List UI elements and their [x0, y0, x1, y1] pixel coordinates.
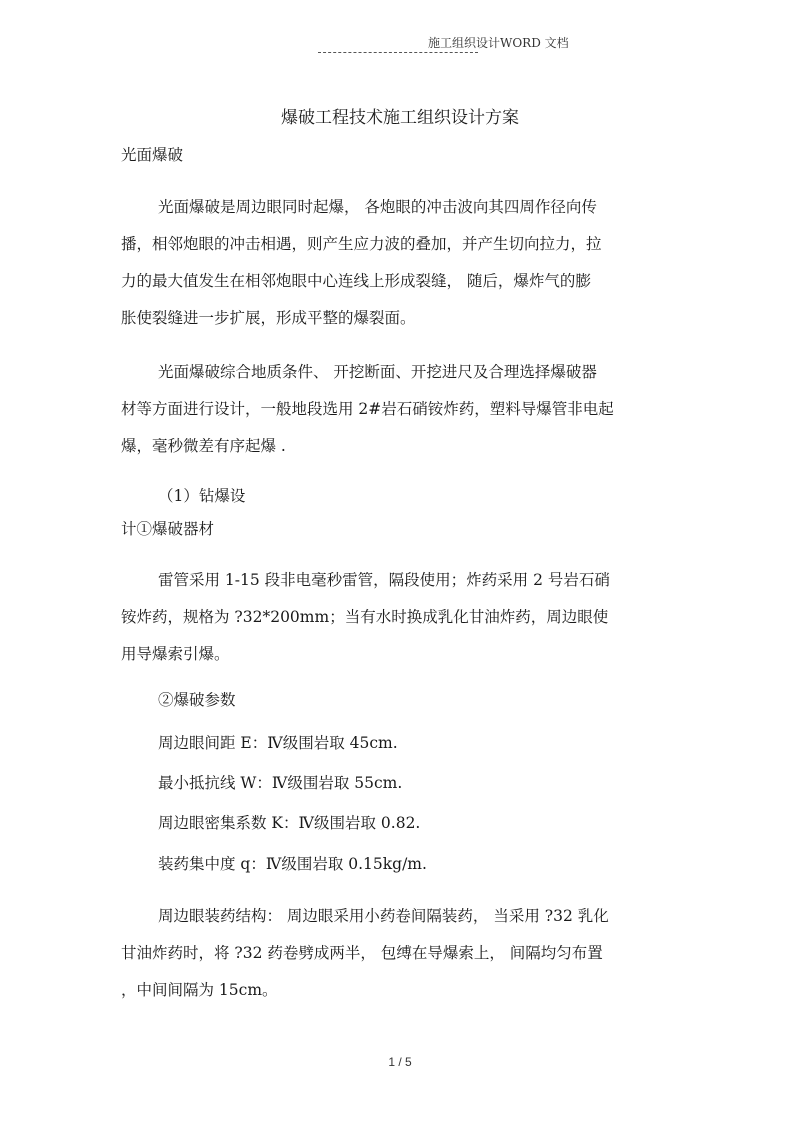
paragraph-1 [121, 189, 681, 337]
page-header: 施工组织设计WORD 文档 [428, 36, 569, 50]
paragraph-3-line: 铵炸药，规格为 ?32*200mm；当有水时换成乳化甘油炸药，周边眼使 [121, 608, 609, 626]
paragraph-2 [121, 354, 681, 465]
paragraph-4-line: ，中间间隔为 15cm。 [121, 981, 278, 999]
subheading-drilling-design: （1）钻爆设 [158, 487, 246, 505]
paragraph-4-line: 甘油炸药时，将 ?32 药卷劈成两半， 包缚在导爆索上， 间隔均匀布置 [121, 944, 603, 962]
document-title: 爆破工程技术施工组织设计方案 [281, 108, 519, 128]
paragraph-3-line: 用导爆索引爆。 [121, 645, 230, 663]
paragraph-4 [121, 898, 681, 1009]
paragraph-4-line: 周边眼装药结构： 周边眼采用小药卷间隔装药， 当采用 ?32 乳化 [158, 907, 609, 925]
section-heading: 光面爆破 [121, 146, 184, 164]
paragraph-1-line: 力的最大值发生在相邻炮眼中心连线上形成裂缝， 随后，爆炸气的膨 [121, 272, 591, 290]
paragraph-1-line: 光面爆破是周边眼同时起爆， 各炮眼的冲击波向其四周作径向传 [158, 198, 597, 216]
subheading-blasting-parameters: ②爆破参数 [158, 691, 236, 709]
parameter-line: 周边眼间距 E：Ⅳ级围岩取 45cm. [158, 734, 398, 752]
paragraph-2-line: 材等方面进行设计，一般地段选用 2#岩石硝铵炸药，塑料导爆管非电起 [121, 400, 614, 418]
paragraph-3-line: 雷管采用 1-15 段非电毫秒雷管，隔段使用；炸药采用 2 号岩石硝 [158, 571, 610, 589]
paragraph-2-line: 光面爆破综合地质条件、 开挖断面、开挖进尺及合理选择爆破器 [158, 363, 597, 381]
parameter-line: 最小抵抗线 W：Ⅳ级围岩取 55cm. [158, 774, 403, 792]
paragraph-3 [121, 562, 681, 673]
header-divider [318, 52, 478, 53]
paragraph-1-line: 播，相邻炮眼的冲击相遇，则产生应力波的叠加，并产生切向拉力，拉 [121, 235, 602, 253]
paragraph-2-line: 爆，毫秒微差有序起爆 . [121, 437, 286, 455]
parameter-line: 周边眼密集系数 K：Ⅳ级围岩取 0.82. [158, 814, 421, 832]
paragraph-1-line: 胀使裂缝进一步扩展，形成平整的爆裂面。 [121, 309, 416, 327]
page-number: 1 / 5 [388, 1055, 412, 1069]
subheading-blasting-materials: 计①爆破器材 [121, 520, 215, 538]
parameter-line: 装药集中度 q：Ⅳ级围岩取 0.15kg/m. [158, 855, 427, 873]
